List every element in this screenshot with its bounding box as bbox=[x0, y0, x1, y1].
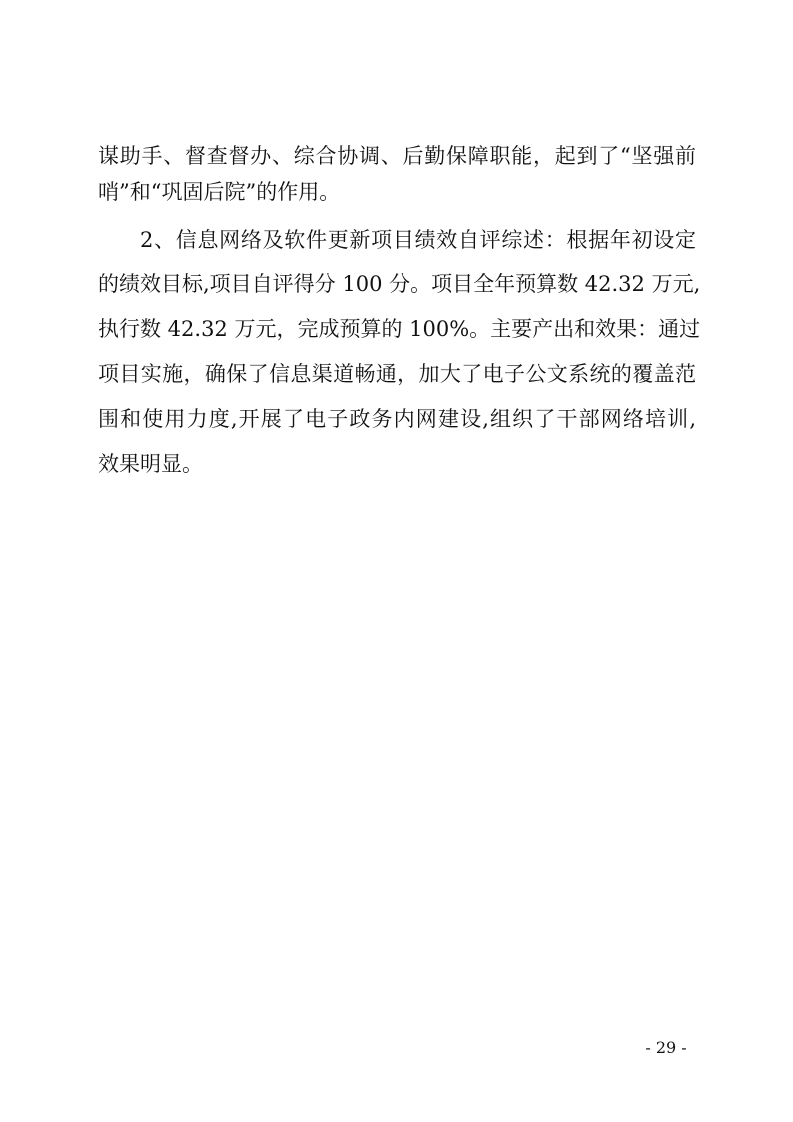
paragraph-line: 哨”和“巩固后院”的作用。 bbox=[98, 180, 341, 204]
paragraph-line: 2、信息网络及软件更新项目绩效自评综述：根据年初设定 bbox=[140, 228, 696, 252]
paragraph-line: 围和使用力度,开展了电子政务内网建设,组织了干部网络培训, bbox=[98, 407, 696, 431]
paragraph-line: 效果明显。 bbox=[98, 452, 203, 476]
paragraph-line: 项目实施，确保了信息渠道畅通，加大了电子公文系统的覆盖范 bbox=[98, 362, 696, 386]
paragraph-line: 的绩效目标,项目自评得分 100 分。项目全年预算数 42.32 万元, bbox=[98, 272, 701, 296]
paragraph-line: 执行数 42.32 万元，完成预算的 100%。主要产出和效果：通过 bbox=[98, 317, 701, 341]
paragraph-line: 谋助手、督查督办、综合协调、后勤保障职能，起到了“坚强前 bbox=[98, 144, 696, 168]
page-number: - 29 - bbox=[645, 1038, 687, 1057]
